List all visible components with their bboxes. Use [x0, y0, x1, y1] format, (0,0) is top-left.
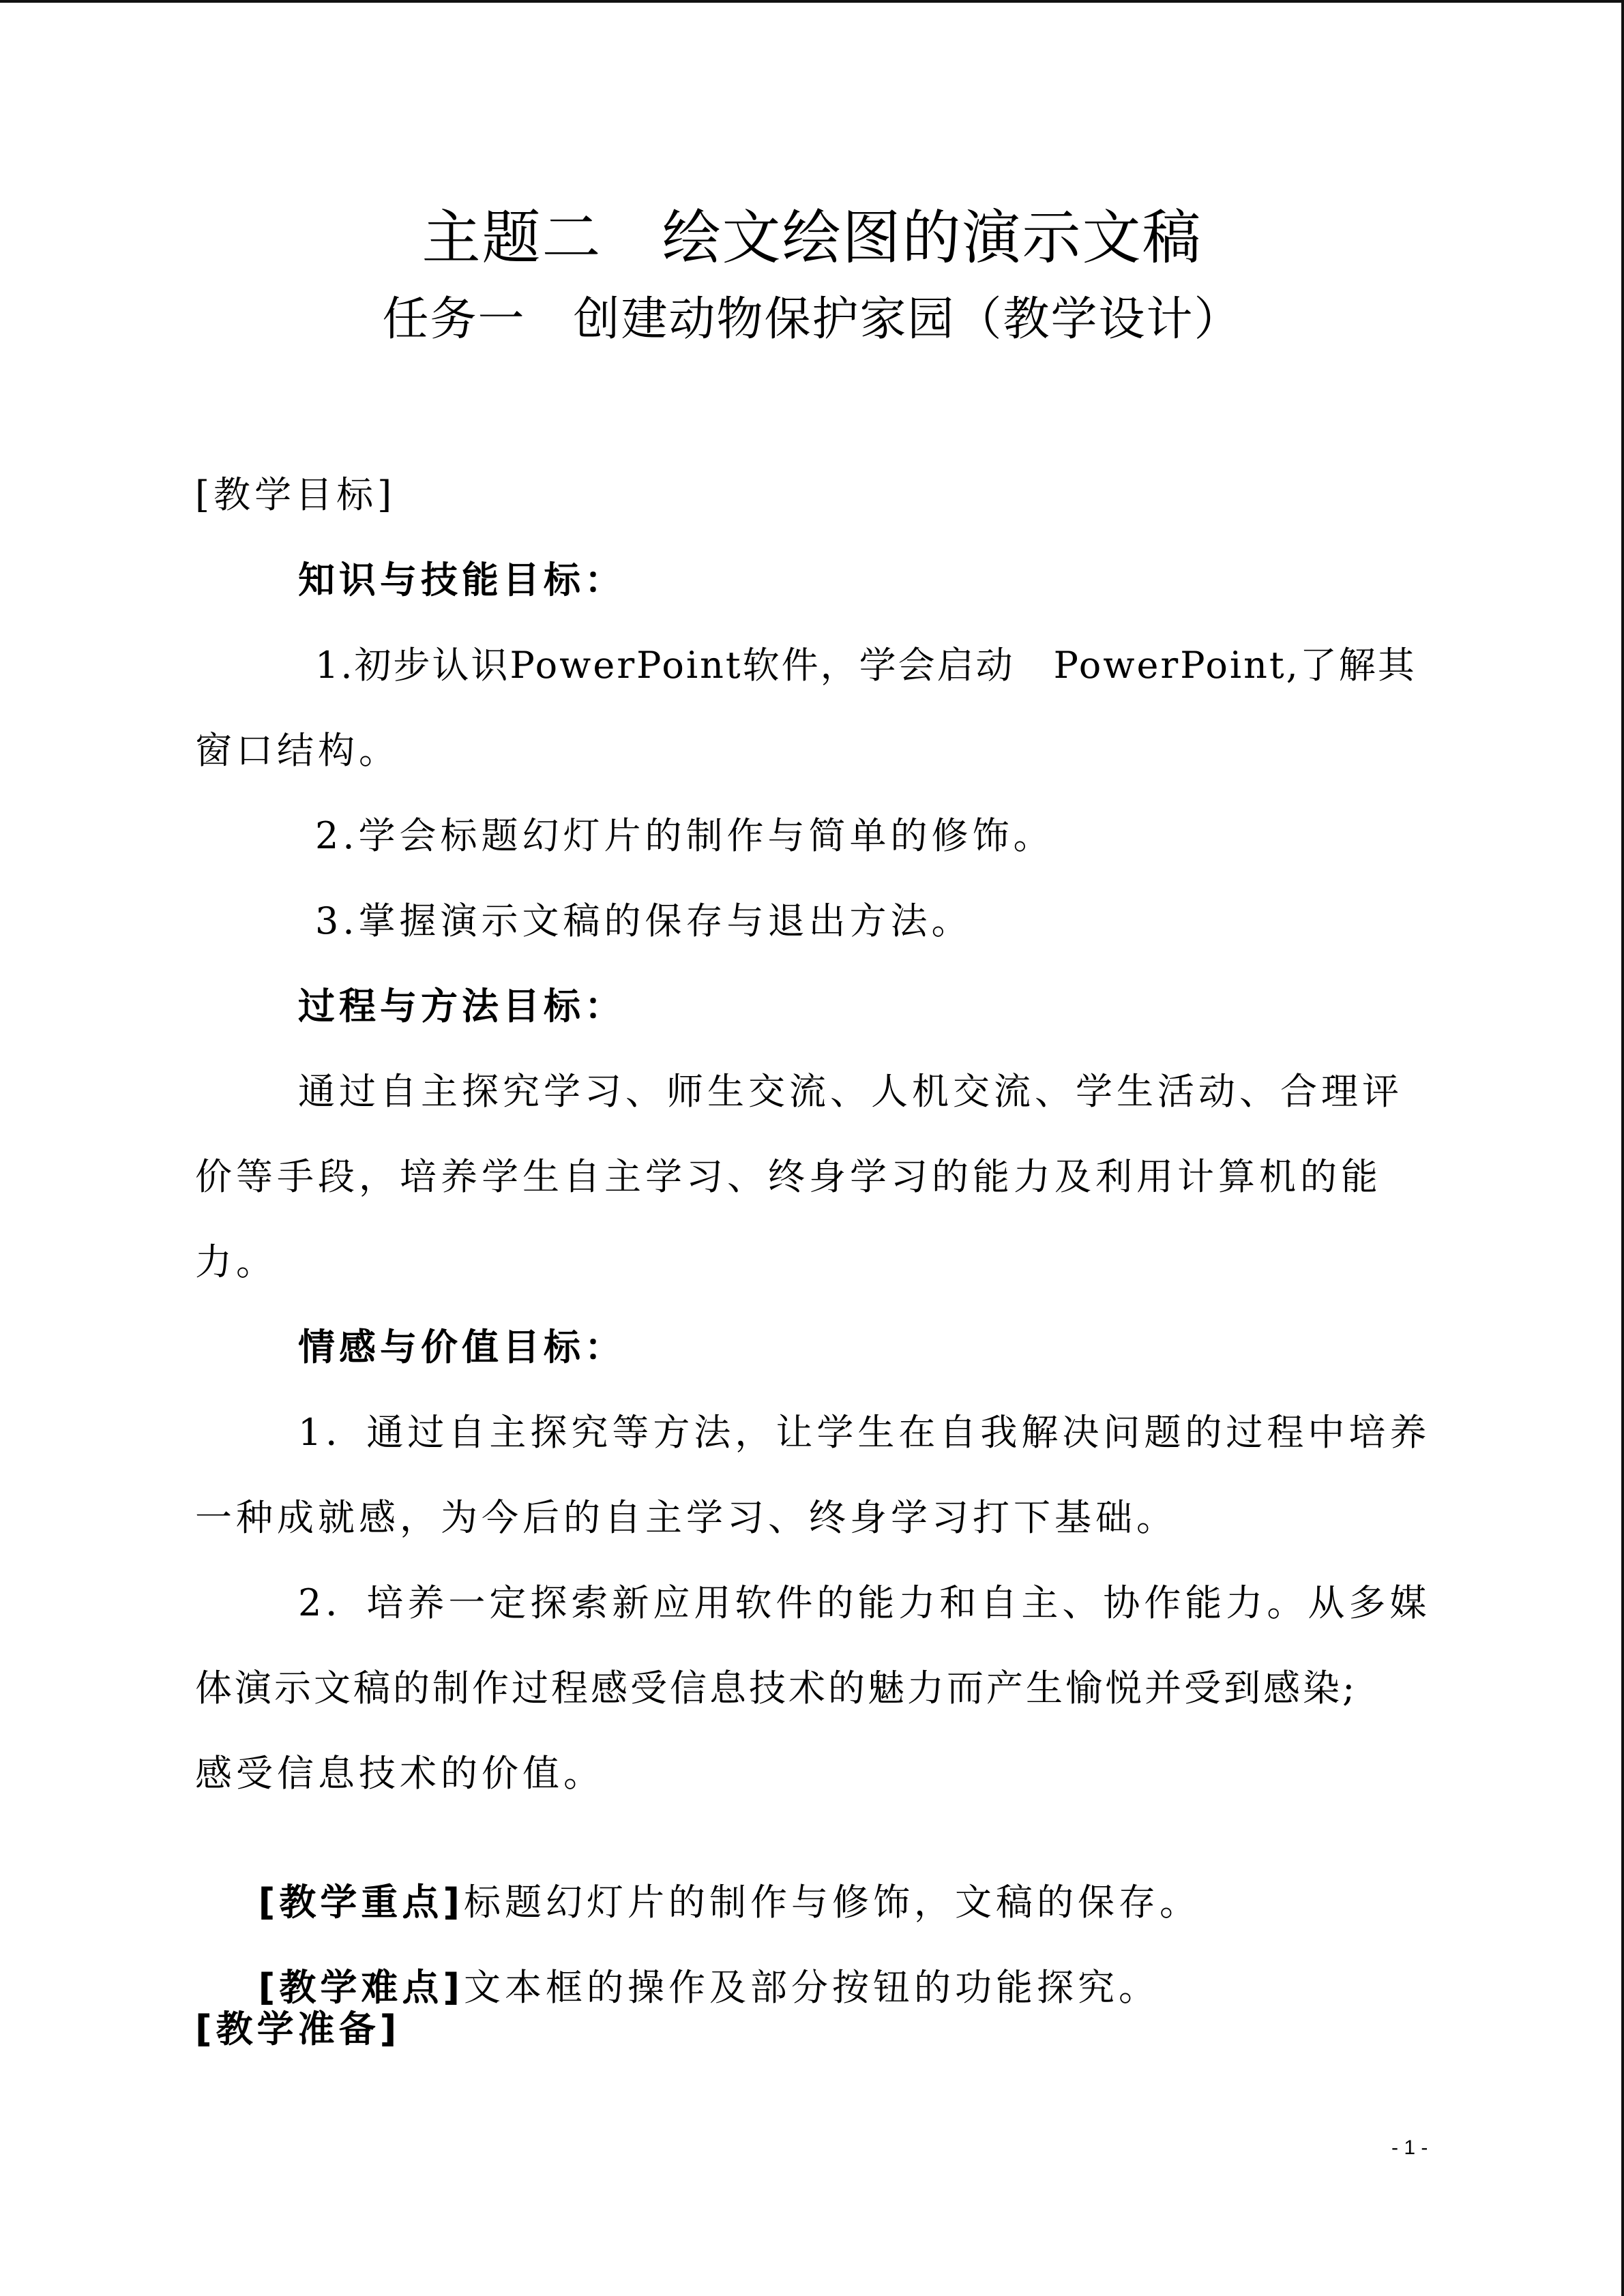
page-number: - 1 - — [1391, 2136, 1428, 2159]
emotion-value-line-1: 1．通过自主探究等方法，让学生在自我解决问题的过程中培养 — [298, 1411, 1431, 1454]
process-method-line-1: 通过自主探究学习、师生交流、人机交流、学生活动、合理评 — [298, 1070, 1403, 1113]
emotion-value-line-3: 2．培养一定探索新应用软件的能力和自主、协作能力。从多媒 — [298, 1581, 1431, 1624]
document-subtitle: 任务一 创建动物保护家园（教学设计） — [382, 293, 1242, 346]
process-method-line-2: 价等手段，培养学生自主学习、终身学习的能力及利用计算机的能 — [195, 1155, 1382, 1198]
knowledge-skills-heading: 知识与技能目标： — [298, 558, 625, 601]
document-title: 主题二 绘文绘图的演示文稿 — [422, 204, 1202, 272]
emotion-value-heading: 情感与价值目标： — [298, 1326, 625, 1369]
emotion-value-line-2: 一种成就感，为今后的自主学习、终身学习打下基础。 — [195, 1496, 1177, 1539]
process-method-line-3: 力。 — [195, 1240, 277, 1283]
knowledge-item-1: 1.初步认识PowerPoint软件，学会启动 PowerPoint,了解其 — [315, 644, 1417, 687]
emotion-value-line-4: 体演示文稿的制作过程感受信息技术的魅力而产生愉悦并受到感染; — [195, 1667, 1358, 1710]
difficulties-text: 文本框的操作及部分按钮的功能探究。 — [464, 1966, 1160, 2009]
objectives-heading: [教学目标] — [195, 473, 396, 516]
knowledge-item-3: 3.掌握演示文稿的保存与退出方法。 — [315, 899, 973, 942]
key-points-text: 标题幻灯片的制作与修饰，文稿的保存。 — [464, 1881, 1201, 1924]
emotion-value-line-5: 感受信息技术的价值。 — [195, 1752, 604, 1795]
difficulties-label: [教学难点] — [258, 1966, 464, 2009]
knowledge-item-1-cont: 窗口结构。 — [195, 729, 400, 772]
key-points-label: [教学重点] — [258, 1881, 464, 1924]
knowledge-item-2: 2.学会标题幻灯片的制作与简单的修饰。 — [315, 814, 1054, 857]
process-method-heading: 过程与方法目标： — [298, 985, 625, 1028]
preparation-heading: [教学准备] — [195, 2008, 401, 2051]
